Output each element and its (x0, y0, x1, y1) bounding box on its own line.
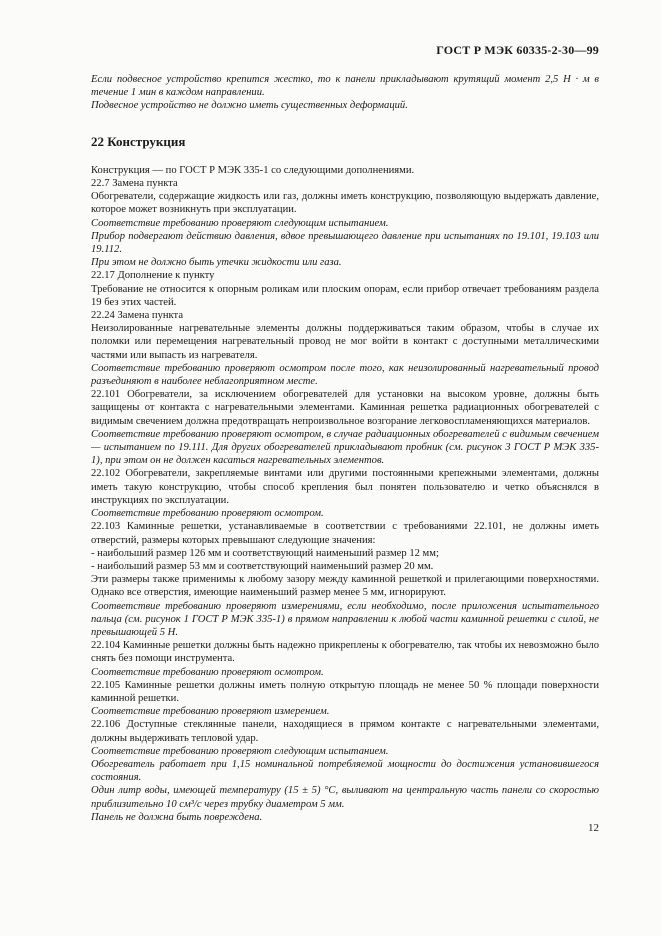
italic-paragraph: Панель не должна быть повреждена. (91, 811, 263, 823)
paragraph: 22.105 Каминные решетки должны иметь полную открытую площадь не менее 50 % площади поверхности каминной решетки. (91, 679, 599, 704)
paragraph: 22.104 Каминные решетки должны быть надежно прикреплены к обогревателю, так чтобы их невозможно было снять без помощи инструмента. (91, 640, 599, 665)
paragraph: 22.102 Обогреватели, закрепляемые винтами или другими постоянными крепежными элементами, должны иметь такую конструкцию, чтобы способ крепления был понятен пользователю и четко объяснялся в инструкциях по эксплуатации. (91, 468, 599, 506)
italic-paragraph: Обогреватель работает при 1,15 номинальной потребляемой мощности до достижения установившегося состояния. (91, 758, 599, 784)
italic-paragraph: Соответствие требованию проверяют следующим испытанием. (91, 745, 389, 757)
paragraph: Конструкция — по ГОСТ Р МЭК 335-1 со следующими дополнениями. (91, 164, 415, 176)
italic-paragraph: Прибор подвергают действию давления, вдвое превышающего давление при испытаниях по 19.101, 19.103 или 19.112. (91, 230, 599, 256)
page-body (91, 73, 599, 824)
paragraph: 22.101 Обогреватели, за исключением обогревателей для установки на высоком уровне, должны быть защищены от контакта с нагревательными элементами. Каминная решетка радиационных обогревателей с видимым свечением должна предотвращать непроизвольное возгорание легковоспламеняющихся материалов. (91, 389, 599, 427)
italic-paragraph: Соответствие требованию проверяют измерениями, если необходимо, после приложения испытательного пальца (см. рисунок 1 ГОСТ Р МЭК 335-1) в прямом направлении к любой части каминной решетки с силой, не превышающей 5 Н. (91, 600, 599, 638)
paragraph: Обогреватели, содержащие жидкость или газ, должны иметь конструкцию, позволяющую выдержать давление, которое может возникнуть при эксплуатации. (91, 191, 599, 216)
italic-paragraph: Если подвесное устройство крепится жестко, то к панели прикладывают крутящий момент 2,5 Н · м в течение 1 мин в каждом направлении. (91, 74, 599, 99)
italic-paragraph: Подвесное устройство не должно иметь существенных деформаций. (91, 100, 408, 112)
italic-paragraph: Соответствие требованию проверяют следующим испытанием. (91, 217, 389, 229)
paragraph: 22.7 Замена пункта (91, 178, 178, 190)
paragraph: 22.103 Каминные решетки, устанавливаемые в соответствии с требованиями 22.101, не должны иметь отверстий, размеры которых превышают следующие значения: (91, 521, 599, 546)
italic-paragraph: Соответствие требованию проверяют осмотром. (91, 508, 324, 520)
paragraph: 22.17 Дополнение к пункту (91, 270, 215, 282)
paragraph: - наибольший размер 53 мм и соответствующий наименьший размер 20 мм. (91, 560, 434, 572)
italic-paragraph: При этом не должно быть утечки жидкости или газа. (91, 257, 342, 269)
italic-paragraph: Соответствие требованию проверяют осмотром после того, как неизолированный нагревательный провод разъединяют в наиболее неблагоприятном месте. (91, 362, 599, 388)
paragraph: - наибольший размер 126 мм и соответствующий наименьший размер 12 мм; (91, 547, 439, 559)
paragraph: Требование не относится к опорным роликам или плоским опорам, если прибор отвечает требованиям раздела 19 без этих частей. (91, 283, 599, 308)
page-number: 12 (588, 822, 599, 834)
paragraph: Эти размеры также применимы к любому зазору между каминной решеткой и прилегающими поверхностями. Однако все отверстия, имеющие наименьший размер менее 5 мм, игнорируют. (91, 574, 599, 599)
section-heading: 22 Конструкция (91, 133, 186, 149)
paragraph: 22.24 Замена пункта (91, 310, 184, 322)
italic-paragraph: Один литр воды, имеющей температуру (15 ± 5) °С, выливают на центральную часть панели со скоростью приблизительно 10 см³/с через трубку диаметром 5 мм. (91, 785, 599, 810)
document-header: ГОСТ Р МЭК 60335-2-30—99 (436, 43, 599, 57)
paragraph: 22.106 Доступные стеклянные панели, находящиеся в прямом контакте с нагревательными элементами, должны выдерживать тепловой удар. (91, 719, 599, 744)
italic-paragraph: Соответствие требованию проверяют измерением. (91, 706, 330, 718)
italic-paragraph: Соответствие требованию проверяют осмотром, в случае радиационных обогревателей с видимым свечением — испытанием по 19.111. Для других обогревателей прикладывают пробник (см. рисунок 3 ГОСТ Р МЭК 335-1), при этом он не должен касаться нагревательных элементов. (91, 428, 599, 467)
italic-paragraph: Соответствие требованию проверяют осмотром. (91, 666, 324, 678)
paragraph: Неизолированные нагревательные элементы должны поддерживаться таким образом, чтобы в случае их поломки или перемещения нагревательный провод не мог войти в контакт с доступными металлическими частями или выпасть из нагревателя. (91, 323, 599, 361)
